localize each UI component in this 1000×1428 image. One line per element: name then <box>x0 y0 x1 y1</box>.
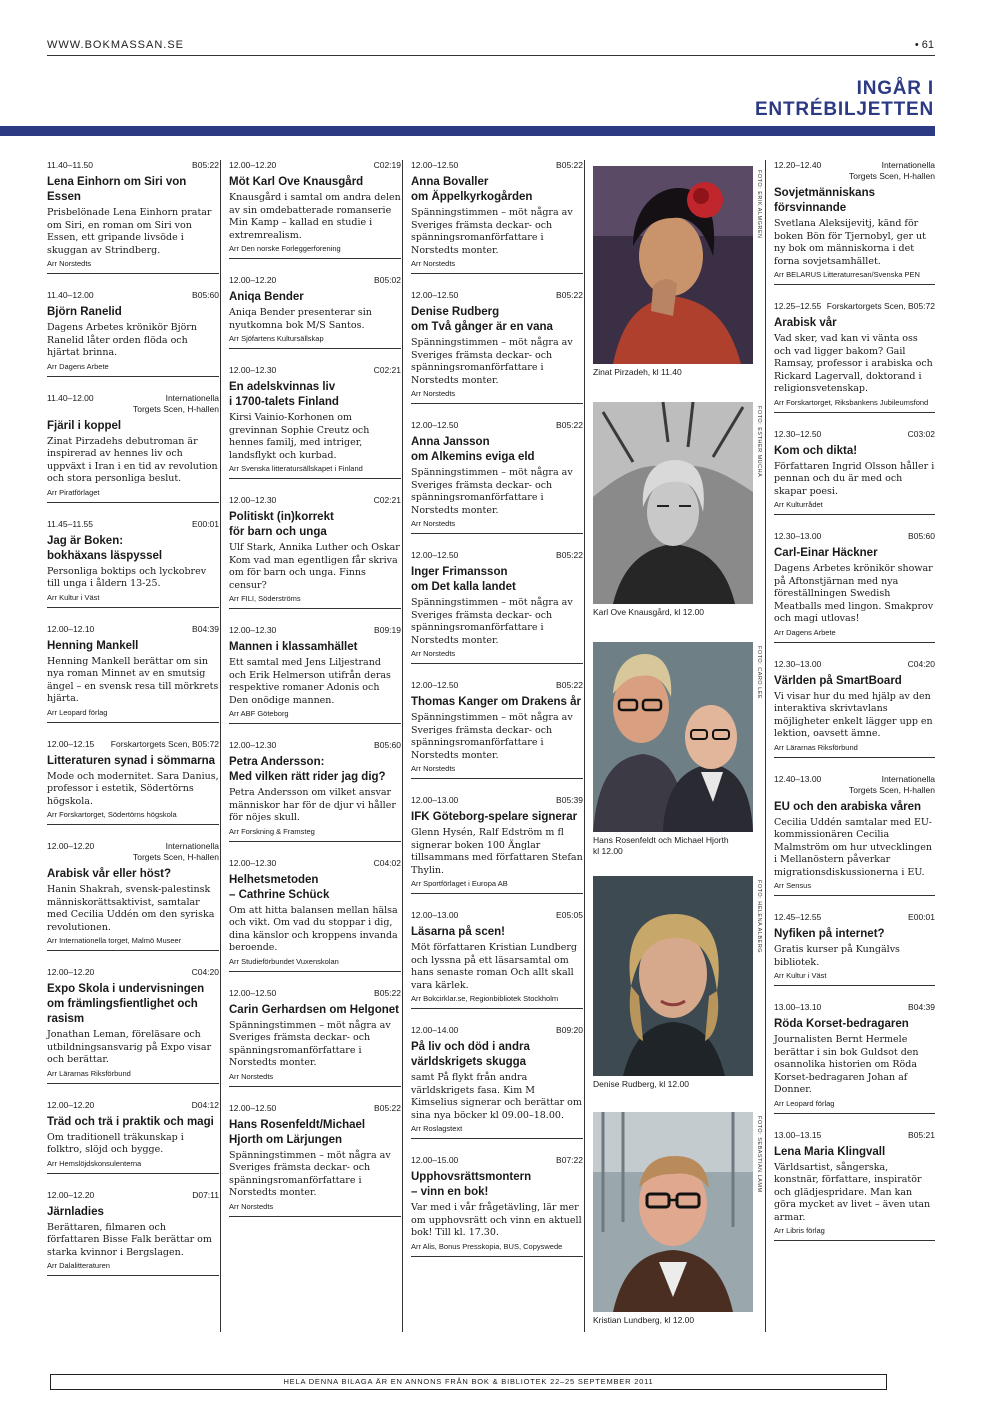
event-title: En adelskvinnas liv i 1700-talets Finland <box>229 381 339 408</box>
program-event <box>774 531 935 643</box>
event-time: 12.20–12.40 <box>774 160 822 170</box>
event-column-1 <box>47 160 219 1292</box>
event-time: 13.00–13.15 <box>774 1129 822 1140</box>
event-time: 12.00–12.50 <box>229 987 277 998</box>
event-location: Internationella Torgets Scen, H-hallen <box>849 160 935 181</box>
event-title: Mannen i klassamhället <box>229 641 358 653</box>
event-meta <box>229 858 401 869</box>
event-time: 12.00–12.15 <box>47 738 95 749</box>
event-organizer: Arr Lärarnas Riksförbund <box>47 1069 219 1084</box>
column-divider <box>402 160 403 1332</box>
program-event <box>47 739 219 826</box>
event-time: 12.00–12.50 <box>411 160 459 170</box>
event-title: Järnladies <box>47 1205 104 1218</box>
event-meta <box>47 519 219 530</box>
photo-credit: FOTO: SEBASTIAN LAMM <box>756 1116 762 1193</box>
program-event <box>774 160 935 285</box>
event-meta <box>774 301 935 312</box>
event-description: Petra Andersson om vilket ansvar människor har för de djur vi håller för nöjes skull. <box>229 787 396 823</box>
event-time: 12.00–15.00 <box>411 1155 459 1165</box>
event-location: E05:05 <box>556 910 583 920</box>
event-organizer: Arr Sjöfartens Kultursällskap <box>229 334 401 349</box>
event-location: C04:20 <box>191 967 219 977</box>
program-event <box>229 625 401 724</box>
event-location: B05:22 <box>192 160 219 170</box>
program-event <box>774 1130 935 1242</box>
portrait-image <box>593 1112 762 1312</box>
event-time: 12.00–12.20 <box>47 1189 95 1200</box>
event-title: Lena Einhorn om Siri von Essen <box>47 176 187 203</box>
event-title: Sovjetmänniskans försvinnande <box>774 187 875 214</box>
event-title: Lena Maria Klingvall <box>774 1145 886 1158</box>
photo-credit: FOTO: ERIK ALMGREN <box>756 170 762 239</box>
event-title: Aniqa Bender <box>229 291 304 303</box>
event-time: 12.00–12.50 <box>411 680 459 690</box>
event-organizer: Arr Sensus <box>774 881 935 896</box>
event-organizer: Arr Studieförbundet Vuxenskolan <box>229 957 401 972</box>
event-meta <box>411 550 583 561</box>
program-event <box>229 160 401 259</box>
event-location: E00:01 <box>192 518 219 529</box>
event-time: 12.00–12.50 <box>411 420 459 430</box>
column-divider <box>584 160 585 1332</box>
event-title: Petra Andersson: Med vilken rätt rider jag dig? <box>229 756 386 783</box>
banner-line-1: INGÅR I <box>856 78 934 99</box>
event-description: Ulf Stark, Annika Luther och Oskar Kom vad man egentligen får skriva om för barn och unga. Finns censur? <box>229 542 400 591</box>
event-time: 12.00–12.20 <box>47 1099 95 1110</box>
event-title: Henning Mankell <box>47 639 139 652</box>
event-description: Dagens Arbetes krönikör Björn Ranelid låter orden flöda och hjärtat brinna. <box>47 322 197 358</box>
banner-line-2: ENTRÉBILJETTEN <box>754 99 934 120</box>
event-title: Röda Korset-bedragaren <box>774 1018 909 1030</box>
event-description: Kirsi Vainio-Korhonen om grevinnan Sophie Creutz och hennes familj, med intriger, landsflykt och kurbad. <box>229 412 370 461</box>
program-event <box>411 160 583 274</box>
event-description: Henning Mankell berättar om sin nya roman Minnet av en smutsig ängel – en svensk resa till mörkrets hjärta. <box>47 655 219 704</box>
event-meta <box>774 1130 935 1141</box>
event-description: Zinat Pirzadehs debutroman är inspirerad av hennes liv och uppväxt i Iran i en tid av revolution och stora personliga beslut. <box>47 435 218 484</box>
event-title: Möt Karl Ove Knausgård <box>229 176 364 188</box>
event-organizer: Arr Forskartorget, Riksbankens Jubileumsfond <box>774 398 935 413</box>
event-organizer: Arr Forskartorget, Södertörns högskola <box>47 810 219 825</box>
event-column-2 <box>229 160 401 1233</box>
program-event <box>774 301 935 413</box>
event-column-3 <box>411 160 583 1273</box>
event-meta <box>47 739 219 750</box>
event-location: C03:02 <box>907 428 935 439</box>
program-event <box>411 1155 583 1257</box>
event-organizer: Arr Alis, Bonus Presskopia, BUS, Copyswede <box>411 1242 583 1257</box>
program-event <box>411 1025 583 1139</box>
event-time: 13.00–13.10 <box>774 1002 822 1012</box>
event-time: 12.00–12.50 <box>229 1102 277 1113</box>
event-title: Anna Bovaller om Äppelkyrkogården <box>411 176 533 203</box>
event-title: Arabisk vår <box>774 317 837 329</box>
event-meta <box>774 1002 935 1013</box>
event-title: Anna Jansson om Alkemins eviga eld <box>411 436 535 463</box>
event-meta <box>411 910 583 921</box>
event-location: B05:22 <box>556 160 583 170</box>
event-meta <box>229 275 401 286</box>
program-event <box>47 967 219 1084</box>
event-description: Cecilia Uddén samtalar med EU-kommissionären Cecilia Malmström om hur utvecklingen i Mellanöstern påverkar migrationsdiskussionerna i EU. <box>774 816 932 878</box>
event-organizer: Arr Kultur i Väst <box>774 971 935 986</box>
event-meta <box>774 774 935 796</box>
event-meta <box>47 1190 219 1201</box>
event-organizer: Arr Leopard förlag <box>774 1099 935 1114</box>
event-meta <box>411 795 583 806</box>
event-location: B05:22 <box>374 987 401 998</box>
event-meta <box>411 290 583 301</box>
event-title: Inger Frimansson om Det kalla landet <box>411 566 516 593</box>
event-title: Carin Gerhardsen om Helgonet <box>229 1003 399 1016</box>
event-description: Glenn Hysén, Ralf Edström m fl signerar boken 100 Änglar tillsammans med författaren Stefan Thylin. <box>411 827 583 876</box>
event-location: C04:20 <box>907 658 935 669</box>
photo-zinat-pirzadeh <box>593 166 762 378</box>
event-description: Möt författaren Kristian Lundberg och lyssna på ett läsarsamtal om hans senaste roman Och allt skall vara kärlek. <box>411 942 578 991</box>
event-location: B05:22 <box>556 680 583 690</box>
event-organizer: Arr Norstedts <box>229 1072 401 1087</box>
event-meta <box>47 841 219 863</box>
photo-caption: Hans Rosenfeldt och Michael Hjorth kl 12.00 <box>593 835 729 856</box>
event-meta <box>47 1100 219 1111</box>
event-organizer: Arr Hemslöjdskonsulenterna <box>47 1159 219 1174</box>
event-meta <box>229 365 401 376</box>
event-meta <box>47 160 219 171</box>
page-number: • 61 <box>914 39 934 51</box>
event-title: Träd och trä i praktik och magi <box>47 1115 214 1128</box>
event-description: Gratis kurser på Kungälvs bibliotek. <box>774 944 900 968</box>
event-organizer: Arr Lärarnas Riksförbund <box>774 743 935 758</box>
event-meta <box>774 531 935 542</box>
event-organizer: Arr Roslagstext <box>411 1124 583 1139</box>
event-location: B07:22 <box>556 1155 583 1165</box>
event-description: Jonathan Leman, föreläsare och utbildningsansvarig på Expo visar och berättar. <box>47 1029 212 1065</box>
event-description: Spänningstimmen – möt några av Sveriges främsta deckar- och spänningsromanförfattare i Norstedts monter. <box>411 337 573 386</box>
program-event <box>47 290 219 377</box>
event-location: B05:60 <box>192 290 219 300</box>
program-event <box>774 659 935 758</box>
event-description: Spänningstimmen – möt några av Sveriges främsta deckar- och spänningsromanförfattare i Norstedts monter. <box>411 712 573 761</box>
event-description: Svetlana Aleksijevitj, känd för boken Bön för Tjernobyl, ger ut ny bok om människorna i det forna sovjetsamhället. <box>774 218 926 267</box>
event-meta <box>229 495 401 506</box>
photo-credit: FOTO: CARO LEE <box>756 646 762 700</box>
event-location: D04:12 <box>191 1099 219 1110</box>
event-title: Jag är Boken: bokhäxans läspyssel <box>47 534 163 562</box>
portrait-image <box>593 876 762 1076</box>
event-time: 11.40–11.50 <box>47 160 94 170</box>
event-description: Om traditionell träkunskap i folktro, slöjd och bygge. <box>47 1131 184 1155</box>
photo-kristian-lundberg <box>593 1112 762 1326</box>
event-description: Vi visar hur du med hjälp av den interaktiva skrivtavlans möjligheter enkelt lägger upp en lektion, oavsett ämne. <box>774 690 933 739</box>
event-meta <box>229 160 401 171</box>
event-location: B04:39 <box>908 1002 935 1012</box>
event-description: Mode och modernitet. Sara Danius, professor i estetik, Södertörns högskola. <box>47 770 219 807</box>
site-url: WWW.BOKMASSAN.SE <box>47 39 185 51</box>
event-organizer: Arr Norstedts <box>411 389 583 404</box>
event-organizer: Arr Norstedts <box>411 259 583 274</box>
event-organizer: Arr Norstedts <box>47 259 219 274</box>
event-description: samt På flykt från andra världskrigets fasa. Kim M Kimselius signerar och berättar om sina nya böcker kl 09.00–18.00. <box>411 1072 582 1121</box>
event-time: 12.00–12.30 <box>229 365 277 375</box>
event-organizer: Arr FILI, Söderströms <box>229 594 401 609</box>
event-title: Hans Rosenfeldt/Michael Hjorth om Lärjungen <box>229 1118 366 1146</box>
event-title: Björn Ranelid <box>47 306 122 318</box>
event-description: Aniqa Bender presenterar sin nyutkomna bok M/S Santos. <box>229 307 372 331</box>
program-event <box>229 740 401 842</box>
event-description: Knausgård i samtal om andra delen av sin omdebatterade romanserie Min Kamp – kallad en studie i extremrealism. <box>229 192 401 241</box>
event-description: Spänningstimmen – möt några av Sveriges främsta deckar- och spänningsromanförfattare i Norstedts monter. <box>411 597 573 646</box>
event-location: B05:39 <box>556 795 583 805</box>
event-location: Internationella Torgets Scen, H-hallen <box>849 773 935 795</box>
event-meta <box>411 420 583 431</box>
photo-caption: Zinat Pirzadeh, kl 11.40 <box>593 367 682 377</box>
event-description: Var med i vår frågetävling, lär mer om upphovsrätt och vinn en aktuell bok! Till kl. 17.30. <box>411 1202 582 1238</box>
event-location: Forskartorgets Scen, B05:72 <box>110 738 219 749</box>
event-location: B05:60 <box>908 531 935 541</box>
program-event <box>774 1002 935 1114</box>
event-meta <box>774 160 935 182</box>
event-meta <box>47 393 219 415</box>
event-title: Litteraturen synad i sömmarna <box>47 754 216 767</box>
event-description: Spänningstimmen – möt några av Sveriges främsta deckar- och spänningsromanförfattare i Norstedts monter. <box>229 1019 391 1068</box>
program-event <box>411 910 583 1009</box>
footer-notice: HELA DENNA BILAGA ÄR EN ANNONS FRÅN BOK & BIBLIOTEK 22–25 SEPTEMBER 2011 <box>50 1374 887 1390</box>
program-event <box>229 495 401 609</box>
event-organizer: Arr Bokcirklar.se, Regionbibliotek Stockholm <box>411 994 583 1009</box>
photo-karl-ove-knausgard <box>593 402 762 618</box>
event-meta <box>411 160 583 171</box>
event-title: Politiskt (in)korrekt för barn och unga <box>229 511 334 538</box>
portrait-image <box>593 402 762 604</box>
program-event <box>411 420 583 534</box>
event-time: 12.00–12.50 <box>411 290 459 300</box>
event-meta <box>229 740 401 751</box>
event-meta <box>411 680 583 691</box>
event-location: B05:02 <box>374 275 401 285</box>
event-title: Expo Skola i undervisningen om främlingsfientlighet och rasism <box>47 983 205 1025</box>
event-organizer: Arr ABF Göteborg <box>229 709 401 724</box>
section-banner <box>755 78 934 120</box>
event-location: C04:02 <box>373 857 401 868</box>
event-description: Berättaren, filmaren och författaren Bisse Falk berättar om starka kvinnor i Bergslagen. <box>47 1221 212 1258</box>
event-time: 12.30–13.00 <box>774 658 822 669</box>
column-divider <box>765 160 766 1332</box>
event-time: 12.30–12.50 <box>774 428 822 439</box>
event-organizer: Arr Dagens Arbete <box>47 362 219 377</box>
event-location: D07:11 <box>192 1189 219 1200</box>
program-event <box>229 275 401 349</box>
event-location: Internationella Torgets Scen, H-hallen <box>133 392 219 414</box>
event-title: Världen på SmartBoard <box>774 674 902 687</box>
event-title: Helhetsmetoden – Cathrine Schück <box>229 873 330 901</box>
event-location: B05:22 <box>374 1102 401 1113</box>
event-location: C02:19 <box>373 160 401 170</box>
event-time: 12.00–12.20 <box>47 967 95 977</box>
event-organizer: Arr Sportförlaget i Europa AB <box>411 879 583 894</box>
event-time: 12.00–12.30 <box>229 495 277 505</box>
event-organizer: Arr Internationella torget, Malmö Museer <box>47 936 219 951</box>
event-description: Världsartist, sångerska, konstnär, författare, inspiratör och glädjespridare. Man kan göra mycket av livet – även utan armar. <box>774 1161 931 1223</box>
event-description: Spänningstimmen – möt några av Sveriges främsta deckar- och spänningsromanförfattare i Norstedts monter. <box>229 1149 391 1198</box>
event-title: Kom och dikta! <box>774 444 858 457</box>
event-time: 12.00–14.00 <box>411 1025 459 1035</box>
event-location: B05:22 <box>556 550 583 560</box>
event-organizer: Arr Svenska litteratursällskapet i Finland <box>229 464 401 479</box>
event-location: B04:39 <box>192 623 219 634</box>
event-location: E00:01 <box>908 912 935 922</box>
event-time: 12.00–13.00 <box>411 795 459 805</box>
event-organizer: Arr Kultur i Väst <box>47 593 219 608</box>
event-meta <box>774 429 935 440</box>
program-event <box>229 988 401 1087</box>
event-location: B09:20 <box>556 1025 583 1035</box>
event-time: 11.40–12.00 <box>47 290 94 300</box>
event-title: Carl-Einar Häckner <box>774 547 878 559</box>
program-event <box>47 1100 219 1174</box>
event-meta <box>411 1155 583 1166</box>
event-meta <box>229 625 401 636</box>
program-event <box>411 795 583 894</box>
event-description: Prisbelönade Lena Einhorn pratar om Siri, en roman om Siri von Essen, ett gripande livsöde i skuggan av Strindberg. <box>47 207 212 256</box>
program-event <box>774 774 935 897</box>
event-organizer: Arr Den norske Forleggerforening <box>229 244 401 259</box>
program-event <box>47 519 219 608</box>
program-event <box>229 1103 401 1217</box>
program-event <box>411 290 583 404</box>
event-location: C02:21 <box>373 495 401 505</box>
event-title: Läsarna på scen! <box>411 926 505 938</box>
event-organizer: Arr Norstedts <box>411 519 583 534</box>
event-time: 12.00–12.30 <box>229 740 277 750</box>
event-location: Forskartorgets Scen, B05:72 <box>826 301 935 311</box>
event-description: Dagens Arbetes krönikör showar på Aftonstjärnan med nya föreställningen Swedish Meatballs med lingon. Smakprov och magi utlovas! <box>774 563 934 624</box>
header-rule <box>47 55 935 56</box>
program-event <box>47 624 219 723</box>
program-event <box>411 680 583 779</box>
event-description: Personliga boktips och lyckobrev till unga i åldern 13-25. <box>47 565 207 589</box>
event-title: Arabisk vår eller höst? <box>47 868 171 880</box>
portrait-image <box>593 642 762 832</box>
event-description: Vad sker, vad kan vi vänta oss och vad ligger bakom? Gail Ramsay, professor i arabiska och Rickard Lagervall, doktorand i religionsvetenskap. <box>774 333 933 394</box>
event-location: C02:21 <box>373 365 401 375</box>
event-time: 12.00–12.20 <box>229 275 277 285</box>
program-event <box>774 429 935 516</box>
program-event <box>47 160 219 274</box>
event-time: 11.45–11.55 <box>47 518 94 529</box>
event-meta <box>229 988 401 999</box>
program-event <box>774 912 935 986</box>
event-title: IFK Göteborg-spelare signerar <box>411 811 578 823</box>
photo-denise-rudberg <box>593 876 762 1090</box>
program-event <box>229 858 401 972</box>
event-title: Fjäril i koppel <box>47 419 122 432</box>
event-time: 12.00–12.20 <box>47 841 95 851</box>
event-organizer: Arr Piratförlaget <box>47 488 219 503</box>
event-title: EU och den arabiska våren <box>774 800 922 813</box>
program-event <box>229 365 401 479</box>
event-meta <box>47 967 219 978</box>
event-location: B05:21 <box>908 1129 935 1140</box>
event-time: 11.40–12.00 <box>47 392 94 403</box>
event-organizer: Arr BELARUS Litteraturresan/Svenska PEN <box>774 270 935 285</box>
column-divider <box>220 160 221 1332</box>
event-title: På liv och död i andra världskrigets skugga <box>411 1041 530 1068</box>
banner-band <box>0 126 935 136</box>
event-description: Journalisten Bernt Hermele berättar i sin bok Guldsot den osannolika historien om Röda Korset-bedragaren Johan af Donner. <box>774 1034 919 1095</box>
event-location: B05:22 <box>556 290 583 300</box>
event-title: Denise Rudberg om Två gånger är en vana <box>411 306 553 333</box>
event-meta <box>774 912 935 923</box>
event-title: Nyfiken på internet? <box>774 928 885 940</box>
photo-caption: Denise Rudberg, kl 12.00 <box>593 1079 689 1089</box>
event-location: B09:19 <box>374 625 401 635</box>
event-description: Författaren Ingrid Olsson håller i pennan och du är med och skapar poesi. <box>774 460 935 497</box>
event-organizer: Arr Norstedts <box>411 764 583 779</box>
event-organizer: Arr Kulturrådet <box>774 500 935 515</box>
event-location: B05:60 <box>374 740 401 750</box>
photo-caption: Karl Ove Knausgård, kl 12.00 <box>593 607 705 617</box>
photo-credit: FOTO: HELENA ALBERG <box>756 880 762 953</box>
photo-rosenfeldt-hjorth <box>593 642 762 857</box>
event-location: B05:22 <box>556 420 583 430</box>
event-time: 12.00–12.30 <box>229 625 277 635</box>
event-meta <box>47 290 219 301</box>
event-meta <box>229 1103 401 1114</box>
event-organizer: Arr Dagens Arbete <box>774 628 935 643</box>
event-location: Internationella Torgets Scen, H-hallen <box>133 841 219 862</box>
event-organizer: Arr Dalalitteraturen <box>47 1261 219 1276</box>
event-meta <box>47 624 219 635</box>
event-organizer: Arr Leopard förlag <box>47 708 219 723</box>
event-description: Hanin Shakrah, svensk-palestinsk människorättsaktivist, samtalar med Cecilia Uddén om den syriska revolutionen. <box>47 884 215 933</box>
event-description: Spänningstimmen – möt några av Sveriges främsta deckar- och spänningsromanförfattare i Norstedts monter. <box>411 207 573 256</box>
event-column-5 <box>774 160 935 1257</box>
event-title: Thomas Kanger om Drakens år <box>411 696 582 708</box>
event-time: 12.25–12.55 <box>774 301 822 311</box>
event-organizer: Arr Norstedts <box>229 1202 401 1217</box>
portrait-image <box>593 166 762 364</box>
program-event <box>47 393 219 503</box>
photo-credit: FOTO: ESTHER MUCHA <box>756 406 762 478</box>
event-organizer: Arr Norstedts <box>411 649 583 664</box>
event-description: Spänningstimmen – möt några av Sveriges främsta deckar- och spänningsromanförfattare i Norstedts monter. <box>411 467 573 516</box>
event-organizer: Arr Libris förlag <box>774 1226 935 1241</box>
event-time: 12.00–12.20 <box>229 160 277 170</box>
event-meta <box>774 659 935 670</box>
event-time: 12.00–12.30 <box>229 857 277 868</box>
program-event <box>47 1190 219 1277</box>
event-meta <box>411 1025 583 1036</box>
event-time: 12.00–12.10 <box>47 623 95 634</box>
program-event <box>47 841 219 951</box>
event-time: 12.00–13.00 <box>411 910 459 920</box>
event-title: Upphovsrättsmontern – vinn en bok! <box>411 1171 532 1198</box>
event-time: 12.30–13.00 <box>774 531 822 541</box>
event-time: 12.40–13.00 <box>774 773 822 784</box>
program-event <box>411 550 583 664</box>
event-organizer: Arr Forskning & Framsteg <box>229 827 401 842</box>
photo-caption: Kristian Lundberg, kl 12.00 <box>593 1315 695 1325</box>
event-description: Om att hitta balansen mellan hälsa och vikt. Om vad du stoppar i dig, dina känslor och kroppens invanda beroende. <box>229 904 398 953</box>
event-time: 12.45–12.55 <box>774 912 822 922</box>
event-time: 12.00–12.50 <box>411 550 459 560</box>
event-description: Ett samtal med Jens Liljestrand och Erik Helmerson utifrån deras respektive romaner Adonis och Den onödige mannen. <box>229 657 391 706</box>
